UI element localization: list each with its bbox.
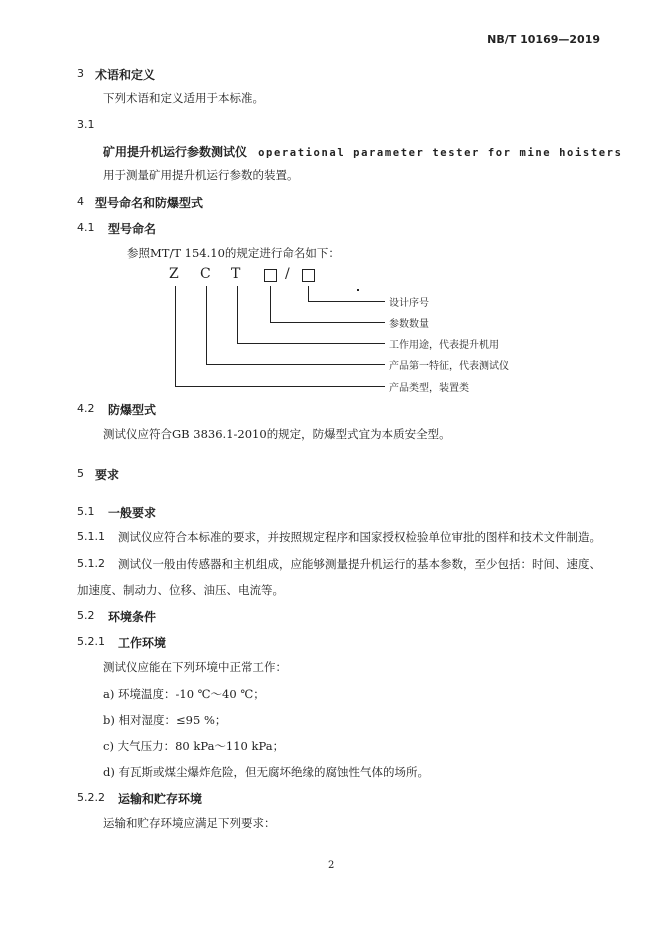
list-marker: a) — [103, 687, 115, 701]
term-zh: 矿用提升机运行参数测试仪 — [103, 145, 248, 159]
leader-serial — [308, 301, 385, 302]
label-first-feature: 产品第一特征，代表测试仪 — [389, 361, 509, 372]
section-5-2-2-title: 运输和贮存环境 — [118, 792, 203, 806]
connector-serial — [308, 286, 309, 302]
label-param-count: 参数数量 — [389, 319, 429, 330]
list-marker: d) — [103, 765, 115, 779]
connector-param — [270, 286, 271, 323]
section-3-number: 3 — [77, 67, 84, 80]
section-5-2-title: 环境条件 — [108, 610, 157, 624]
section-4-2-number: 4.2 — [77, 402, 95, 415]
page-number: 2 — [328, 860, 335, 871]
list-text: 有瓦斯或煤尘爆炸危险，但无腐坏绝缘的腐蚀性气体的场所。 — [118, 765, 430, 779]
section-4-number: 4 — [77, 195, 84, 208]
standard-id: NB/T 10169—2019 — [487, 33, 600, 46]
explosion-proof-text — [103, 426, 451, 442]
leader-z — [175, 386, 385, 387]
list-marker: b) — [103, 713, 115, 727]
diagram-dot — [357, 289, 359, 291]
list-text: 大气压力：80 kPa～110 kPa； — [117, 739, 285, 753]
connector-c — [206, 286, 207, 365]
model-slash: / — [285, 266, 290, 282]
connector-z — [175, 286, 176, 387]
section-4-1-title: 型号命名 — [108, 222, 157, 236]
label-design-serial: 设计序号 — [389, 298, 429, 309]
naming-intro-prefix: 参照 — [127, 246, 150, 260]
section-5-2-2-number: 5.2.2 — [77, 791, 105, 804]
list-item — [103, 764, 429, 780]
leader-c — [206, 364, 385, 365]
section-5-1-title: 一般要求 — [108, 506, 157, 520]
list-item — [103, 686, 265, 702]
design-serial-box — [302, 269, 315, 282]
section-4-1-number: 4.1 — [77, 221, 95, 234]
leader-param — [270, 322, 385, 323]
list-text: 环境温度：-10 ℃～40 ℃； — [118, 687, 265, 701]
storage-env-intro: 运输和贮存环境应满足下列要求： — [103, 816, 276, 830]
clause-5-1-2-line2: 加速度、制动力、位移、油压、电流等。 — [77, 583, 284, 597]
section-5-1-number: 5.1 — [77, 505, 95, 518]
list-item — [103, 738, 284, 754]
clause-5-1-2-line1: 测试仪一般由传感器和主机组成，应能够测量提升机运行的基本参数，至少包括：时间、速度、 — [118, 557, 601, 571]
naming-intro-suffix: 的规定进行命名如下： — [224, 246, 340, 260]
naming-intro-ref: MT/T 154.10 — [150, 246, 225, 260]
section-5-title: 要求 — [95, 468, 120, 482]
connector-t — [237, 286, 238, 344]
model-letter-z: Z — [169, 266, 179, 282]
list-marker: c) — [103, 739, 114, 753]
model-letter-c: C — [200, 266, 211, 282]
section-5-2-1-number: 5.2.1 — [77, 635, 105, 648]
clause-5-1-1-text: 测试仪应符合本标准的要求，并按照规定程序和国家授权检验单位审批的图样和技术文件制造。 — [118, 530, 601, 544]
section-3-title: 术语和定义 — [95, 68, 156, 82]
list-item — [103, 712, 226, 728]
naming-intro — [127, 245, 340, 261]
model-letter-t: T — [231, 266, 241, 282]
list-text: 相对湿度：≤95 %； — [118, 713, 227, 727]
label-product-type: 产品类型，装置类 — [389, 383, 469, 394]
clause-5-1-1-number: 5.1.1 — [77, 530, 105, 543]
label-work-use: 工作用途，代表提升机用 — [389, 340, 499, 351]
term-definition: 用于测量矿用提升机运行参数的装置。 — [103, 168, 299, 182]
section-5-2-number: 5.2 — [77, 609, 95, 622]
explosion-proof-prefix: 测试仪应符合 — [103, 427, 172, 441]
section-5-2-1-title: 工作环境 — [118, 636, 167, 650]
section-3-intro: 下列术语和定义适用于本标准。 — [103, 91, 264, 105]
section-4-title: 型号命名和防爆型式 — [95, 196, 204, 210]
clause-5-1-2-number: 5.1.2 — [77, 557, 105, 570]
section-4-2-title: 防爆型式 — [108, 403, 157, 417]
term-line — [103, 141, 623, 160]
section-3-1-number: 3.1 — [77, 118, 95, 131]
explosion-proof-suffix: 的规定，防爆型式宜为本质安全型。 — [266, 427, 451, 441]
leader-t — [237, 343, 385, 344]
explosion-proof-ref: GB 3836.1-2010 — [172, 427, 267, 441]
term-en: operational parameter tester for mine hoisters — [258, 147, 623, 159]
param-count-box — [264, 269, 277, 282]
section-5-number: 5 — [77, 467, 84, 480]
working-env-intro: 测试仪应能在下列环境中正常工作： — [103, 660, 287, 674]
